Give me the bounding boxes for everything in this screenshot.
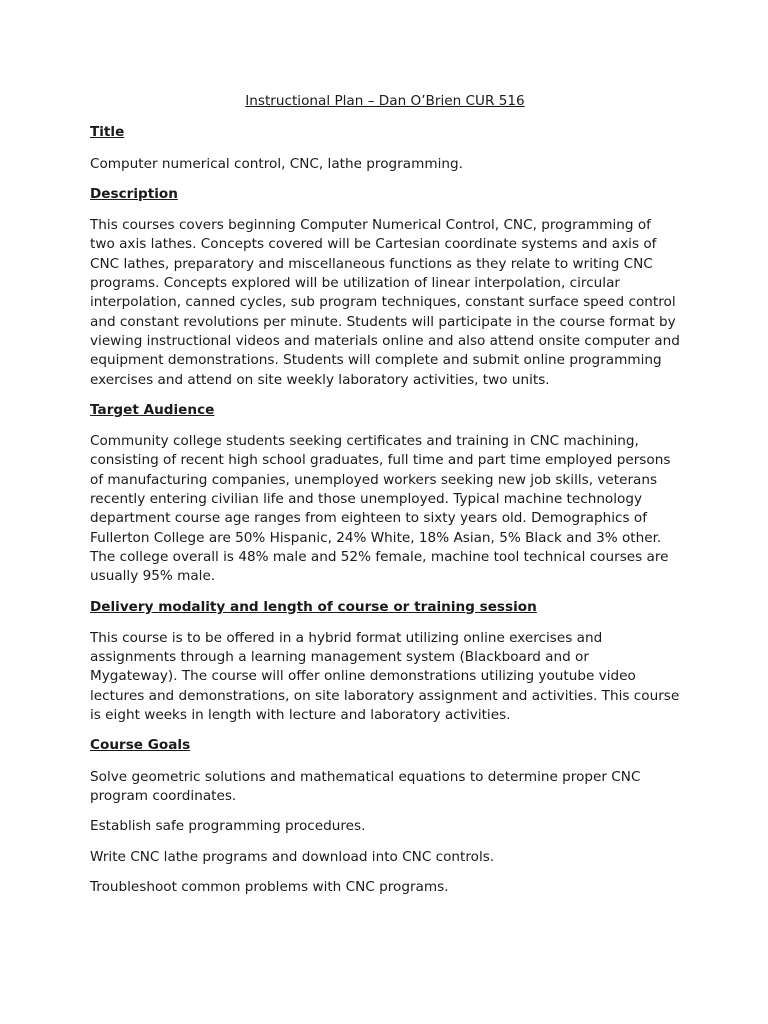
- goal-item: Troubleshoot common problems with CNC programs.: [90, 878, 449, 895]
- section-title: [90, 123, 680, 174]
- section-description: [90, 185, 680, 390]
- goal-item: Write CNC lathe programs and download into CNC controls.: [90, 848, 495, 865]
- section-heading-course-goals: Course Goals: [90, 737, 191, 754]
- section-heading-title: Title: [90, 124, 125, 141]
- section-paragraph: This course is to be offered in a hybrid format utilizing online exercises and assignments through a learning management system (Blackboard and or Mygateway). The course will offer online demonstrations utilizing youtube video lectures and demonstrations, on site laboratory assignment and activities. This course is eight weeks in length with lecture and laboratory activities.: [90, 629, 680, 724]
- section-paragraph: Community college students seeking certificates and training in CNC machining, consisting of recent high school graduates, full time and part time employed persons of manufacturing companies, unemployed workers seeking new job skills, veterans recently entering civilian life and those unemployed. Typical machine technology department course age ranges from eighteen to sixty years old. Demographics of Fullerton College are 50% Hispanic, 24% White, 18% Asian, 5% Black and 3% other. The college overall is 48% male and 52% female, machine tool technical courses are usually 95% male.: [90, 433, 671, 585]
- section-delivery: [90, 598, 680, 726]
- goal-item: Establish safe programming procedures.: [90, 818, 366, 835]
- section-paragraph: This courses covers beginning Computer Numerical Control, CNC, programming of two axis lathes. Concepts covered will be Cartesian coordinate systems and axis of CNC lathes, preparatory and miscellaneous functions as they relate to writing CNC programs. Concepts explored will be utilization of linear interpolation, circular interpolation, canned cycles, sub program techniques, constant surface speed control and constant revolutions per minute. Students will participate in the course format by viewing instructional videos and materials online and also attend onsite computer and equipment demonstrations. Students will complete and submit online programming exercises and attend on site weekly laboratory activities, two units.: [90, 217, 680, 388]
- section-heading-target-audience: Target Audience: [90, 401, 215, 418]
- section-target-audience: [90, 401, 680, 587]
- section-heading-delivery: Delivery modality and length of course or training session: [90, 598, 537, 615]
- section-paragraph: Computer numerical control, CNC, lathe programming.: [90, 155, 463, 172]
- document-page: [90, 92, 680, 908]
- section-course-goals: [90, 736, 680, 897]
- section-heading-description: Description: [90, 185, 178, 202]
- document-title: Instructional Plan – Dan O’Brien CUR 516: [245, 93, 525, 109]
- goal-item: Solve geometric solutions and mathematical equations to determine proper CNC program coordinates.: [90, 768, 641, 804]
